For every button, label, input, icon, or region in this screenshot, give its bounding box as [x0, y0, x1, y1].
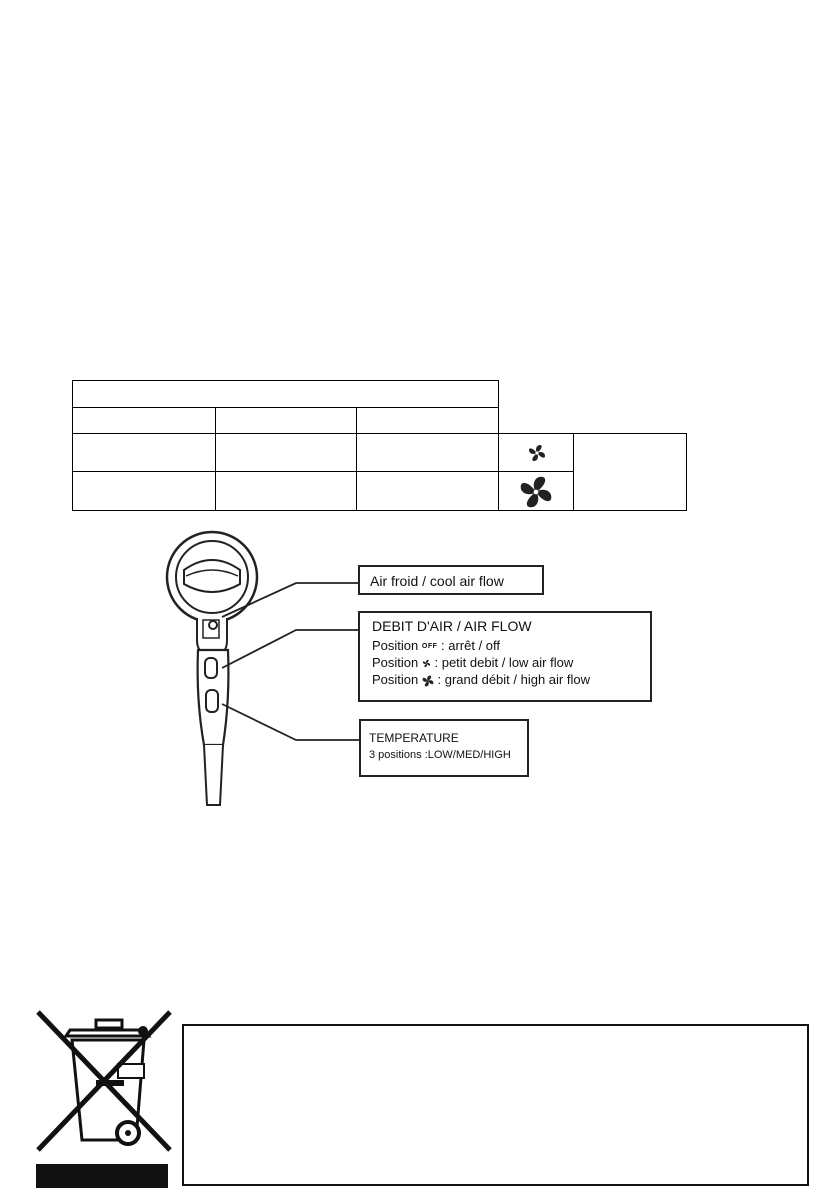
disposal-text-frame	[182, 1024, 809, 1186]
table-cell	[215, 471, 357, 511]
table-row	[498, 471, 574, 511]
fan-high-icon	[422, 675, 434, 687]
disposal-section	[0, 1000, 840, 1192]
temperature-title: TEMPERATURE	[369, 731, 459, 745]
air-flow-line-high	[372, 671, 590, 688]
temperature-text: 3 positions :LOW/MED/HIGH	[369, 749, 511, 761]
position-prefix: Position	[372, 655, 419, 670]
temperature-callout	[359, 719, 529, 777]
fan-low-icon	[527, 443, 547, 463]
speed-table	[0, 0, 840, 520]
air-flow-line-off	[372, 637, 500, 655]
position-text: : grand débit / high air flow	[437, 672, 590, 687]
hair-dryer-diagram	[0, 520, 840, 820]
air-flow-line-low	[372, 654, 573, 671]
position-prefix: Position	[372, 638, 419, 653]
table-cell	[72, 433, 216, 472]
table-merged-cell	[573, 433, 687, 511]
air-flow-title: DEBIT D'AIR / AIR FLOW	[372, 618, 532, 634]
position-text: : petit debit / low air flow	[434, 655, 574, 670]
position-prefix: Position	[372, 672, 419, 687]
table-subheader-cell	[72, 407, 216, 434]
air-flow-callout	[358, 611, 652, 702]
table-row	[498, 433, 574, 472]
table-cell	[72, 471, 216, 511]
cool-air-label: Air froid / cool air flow	[370, 573, 504, 589]
crossed-out-wheelie-bin-icon	[30, 1000, 180, 1192]
table-subheader-cell	[215, 407, 357, 434]
fan-low-icon	[422, 659, 431, 668]
position-text: : arrêt / off	[441, 638, 501, 653]
table-cell	[215, 433, 357, 472]
table-header-cell	[72, 380, 499, 408]
cool-air-callout	[358, 565, 544, 595]
table-subheader-cell	[356, 407, 499, 434]
table-cell	[356, 471, 499, 511]
table-cell	[356, 433, 499, 472]
off-symbol: OFF	[421, 643, 438, 651]
fan-high-icon	[519, 475, 553, 509]
